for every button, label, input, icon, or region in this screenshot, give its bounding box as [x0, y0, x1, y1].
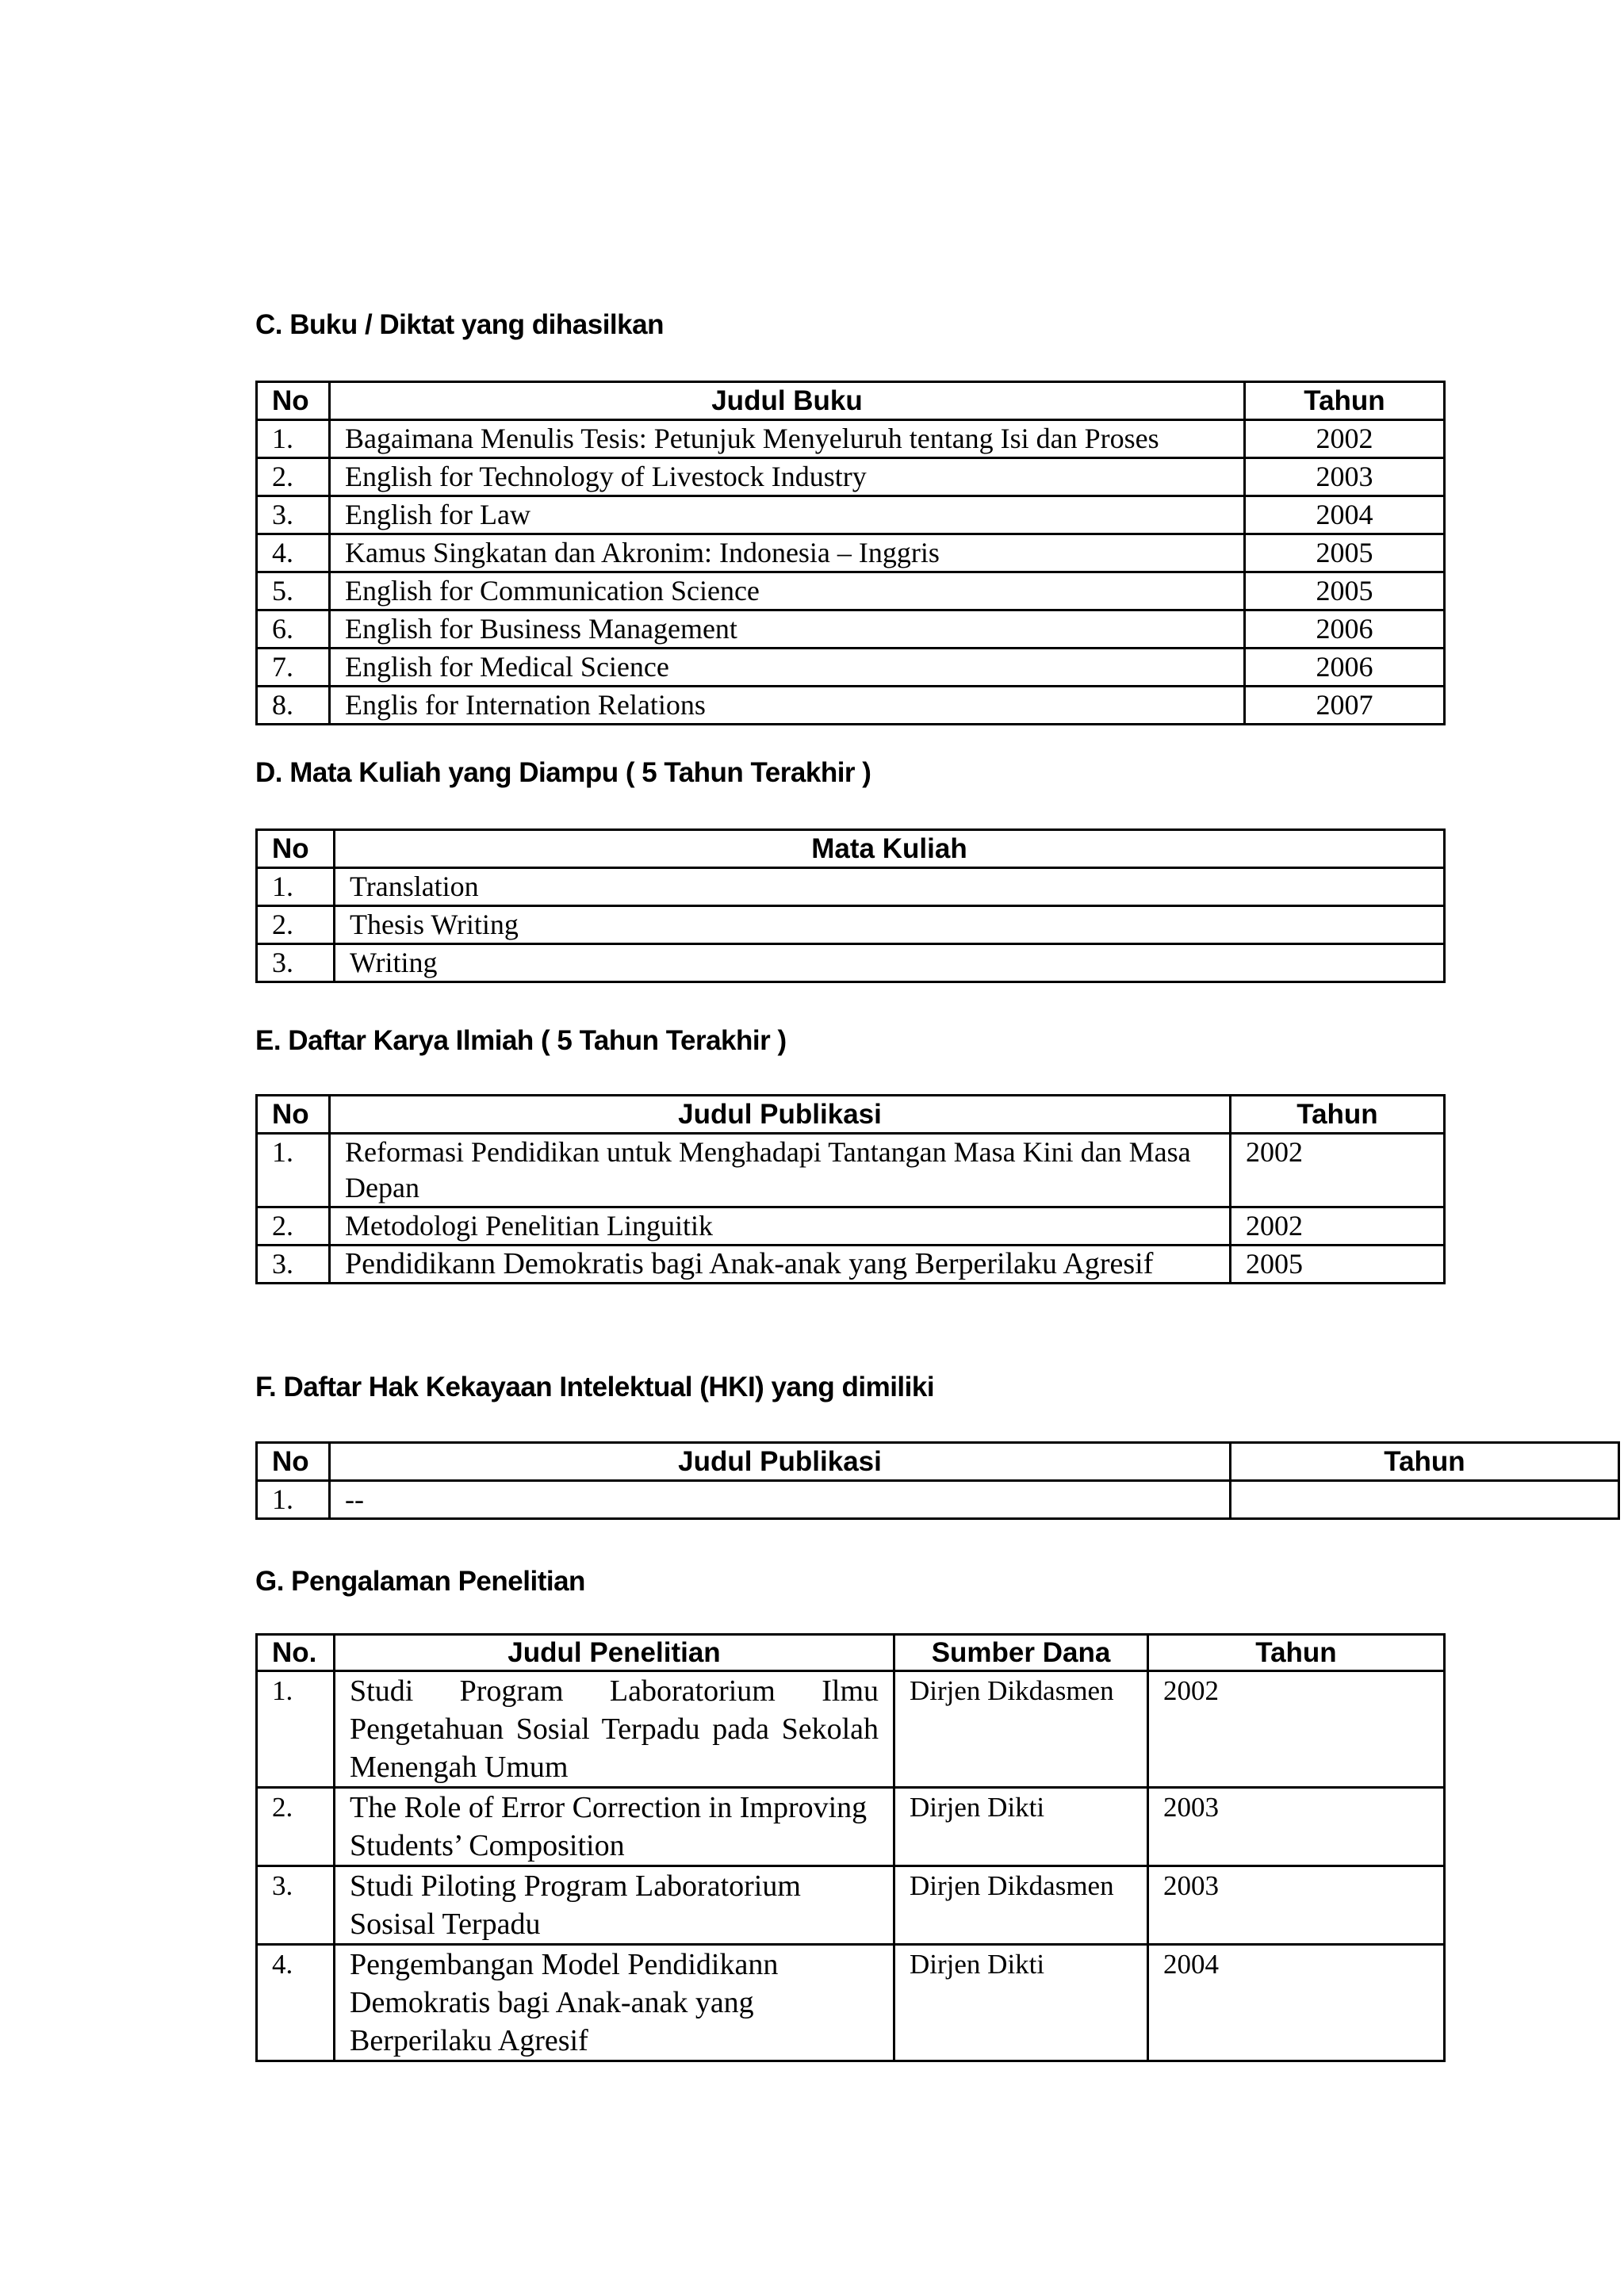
table-row [257, 420, 1445, 458]
table-row [257, 944, 1445, 982]
row-no: 3. [257, 1866, 335, 1945]
table-row [257, 458, 1445, 496]
books-table [255, 381, 1446, 725]
row-year: 2002 [1231, 1134, 1445, 1207]
row-year [1231, 1481, 1619, 1519]
research-table [255, 1633, 1446, 2062]
col-no: No. [257, 1635, 335, 1671]
col-no: No [257, 382, 330, 420]
table-row [257, 1788, 1445, 1866]
ipr-table [255, 1441, 1620, 1520]
row-year: 2003 [1245, 458, 1445, 496]
row-source: Dirjen Dikdasmen [894, 1866, 1148, 1945]
col-year: Tahun [1148, 1635, 1445, 1671]
row-title: English for Technology of Livestock Industry [330, 458, 1245, 496]
table-header-row [257, 382, 1445, 420]
row-no: 1. [257, 420, 330, 458]
section-e-heading: E. Daftar Karya Ilmiah ( 5 Tahun Terakhir ) [255, 1025, 787, 1056]
row-no: 2. [257, 906, 335, 944]
table-row [257, 906, 1445, 944]
table-row [257, 496, 1445, 534]
row-title: Bagaimana Menulis Tesis: Petunjuk Menyeluruh tentang Isi dan Proses [330, 420, 1245, 458]
col-course: Mata Kuliah [335, 830, 1445, 868]
col-source: Sumber Dana [894, 1635, 1148, 1671]
row-year: 2002 [1231, 1207, 1445, 1246]
col-title: Judul Publikasi [330, 1443, 1231, 1481]
row-title: English for Law [330, 496, 1245, 534]
row-no: 2. [257, 1207, 330, 1246]
table-row [257, 1945, 1445, 2061]
row-course: Translation [335, 868, 1445, 906]
row-no: 1. [257, 868, 335, 906]
col-year: Tahun [1231, 1096, 1445, 1134]
table-header-row [257, 1443, 1619, 1481]
table-header-row [257, 830, 1445, 868]
table-row [257, 1246, 1445, 1284]
row-year: 2004 [1148, 1945, 1445, 2061]
table-row [257, 687, 1445, 725]
col-no: No [257, 1443, 330, 1481]
row-source: Dirjen Dikti [894, 1788, 1148, 1866]
table-row [257, 868, 1445, 906]
table-row [257, 649, 1445, 687]
col-year: Tahun [1231, 1443, 1619, 1481]
col-no: No [257, 830, 335, 868]
publications-table [255, 1094, 1446, 1284]
row-year: 2005 [1231, 1246, 1445, 1284]
row-year: 2003 [1148, 1866, 1445, 1945]
row-year: 2005 [1245, 534, 1445, 572]
row-title: Pengembangan Model Pendidikann Demokratis bagi Anak-anak yang Berperilaku Agresif [335, 1945, 894, 2061]
row-no: 4. [257, 1945, 335, 2061]
row-course: Writing [335, 944, 1445, 982]
col-title: Judul Publikasi [330, 1096, 1231, 1134]
row-title: Kamus Singkatan dan Akronim: Indonesia – Inggris [330, 534, 1245, 572]
row-no: 2. [257, 1788, 335, 1866]
section-d-heading: D. Mata Kuliah yang Diampu ( 5 Tahun Terakhir ) [255, 757, 871, 788]
row-year: 2002 [1245, 420, 1445, 458]
row-year: 2004 [1245, 496, 1445, 534]
row-no: 4. [257, 534, 330, 572]
row-no: 3. [257, 1246, 330, 1284]
row-title: English for Communication Science [330, 572, 1245, 610]
row-year: 2003 [1148, 1788, 1445, 1866]
table-row [257, 1207, 1445, 1246]
courses-table [255, 828, 1446, 983]
table-row [257, 534, 1445, 572]
row-title: The Role of Error Correction in Improving Students’ Composition [335, 1788, 894, 1866]
row-no: 2. [257, 458, 330, 496]
row-source: Dirjen Dikdasmen [894, 1671, 1148, 1788]
row-no: 7. [257, 649, 330, 687]
table-row [257, 1866, 1445, 1945]
row-title: Pendidikann Demokratis bagi Anak-anak yang Berperilaku Agresif [330, 1246, 1231, 1284]
row-title: Metodologi Penelitian Linguitik [330, 1207, 1231, 1246]
row-title: English for Business Management [330, 610, 1245, 649]
row-no: 1. [257, 1671, 335, 1788]
table-header-row [257, 1635, 1445, 1671]
table-header-row [257, 1096, 1445, 1134]
row-no: 3. [257, 496, 330, 534]
col-title: Judul Buku [330, 382, 1245, 420]
table-row [257, 1134, 1445, 1207]
row-title: English for Medical Science [330, 649, 1245, 687]
row-year: 2007 [1245, 687, 1445, 725]
row-year: 2002 [1148, 1671, 1445, 1788]
row-title: Studi Program Laboratorium Ilmu Pengetahuan Sosial Terpadu pada Sekolah Menengah Umum [335, 1671, 894, 1788]
row-title: Englis for Internation Relations [330, 687, 1245, 725]
row-title: Reformasi Pendidikan untuk Menghadapi Tantangan Masa Kini dan Masa Depan [330, 1134, 1231, 1207]
section-g-heading: G. Pengalaman Penelitian [255, 1566, 585, 1597]
row-no: 8. [257, 687, 330, 725]
row-course: Thesis Writing [335, 906, 1445, 944]
row-no: 6. [257, 610, 330, 649]
row-title: -- [330, 1481, 1231, 1519]
row-source: Dirjen Dikti [894, 1945, 1148, 2061]
row-title: Studi Piloting Program Laboratorium Sosisal Terpadu [335, 1866, 894, 1945]
row-no: 3. [257, 944, 335, 982]
table-row [257, 1481, 1619, 1519]
table-row [257, 610, 1445, 649]
section-f-heading: F. Daftar Hak Kekayaan Intelektual (HKI) yang dimiliki [255, 1372, 935, 1402]
section-c-heading: C. Buku / Diktat yang dihasilkan [255, 309, 664, 340]
col-no: No [257, 1096, 330, 1134]
row-no: 1. [257, 1134, 330, 1207]
col-title: Judul Penelitian [335, 1635, 894, 1671]
row-year: 2005 [1245, 572, 1445, 610]
table-row [257, 1671, 1445, 1788]
row-year: 2006 [1245, 610, 1445, 649]
row-no: 1. [257, 1481, 330, 1519]
col-year: Tahun [1245, 382, 1445, 420]
table-row [257, 572, 1445, 610]
row-year: 2006 [1245, 649, 1445, 687]
row-no: 5. [257, 572, 330, 610]
